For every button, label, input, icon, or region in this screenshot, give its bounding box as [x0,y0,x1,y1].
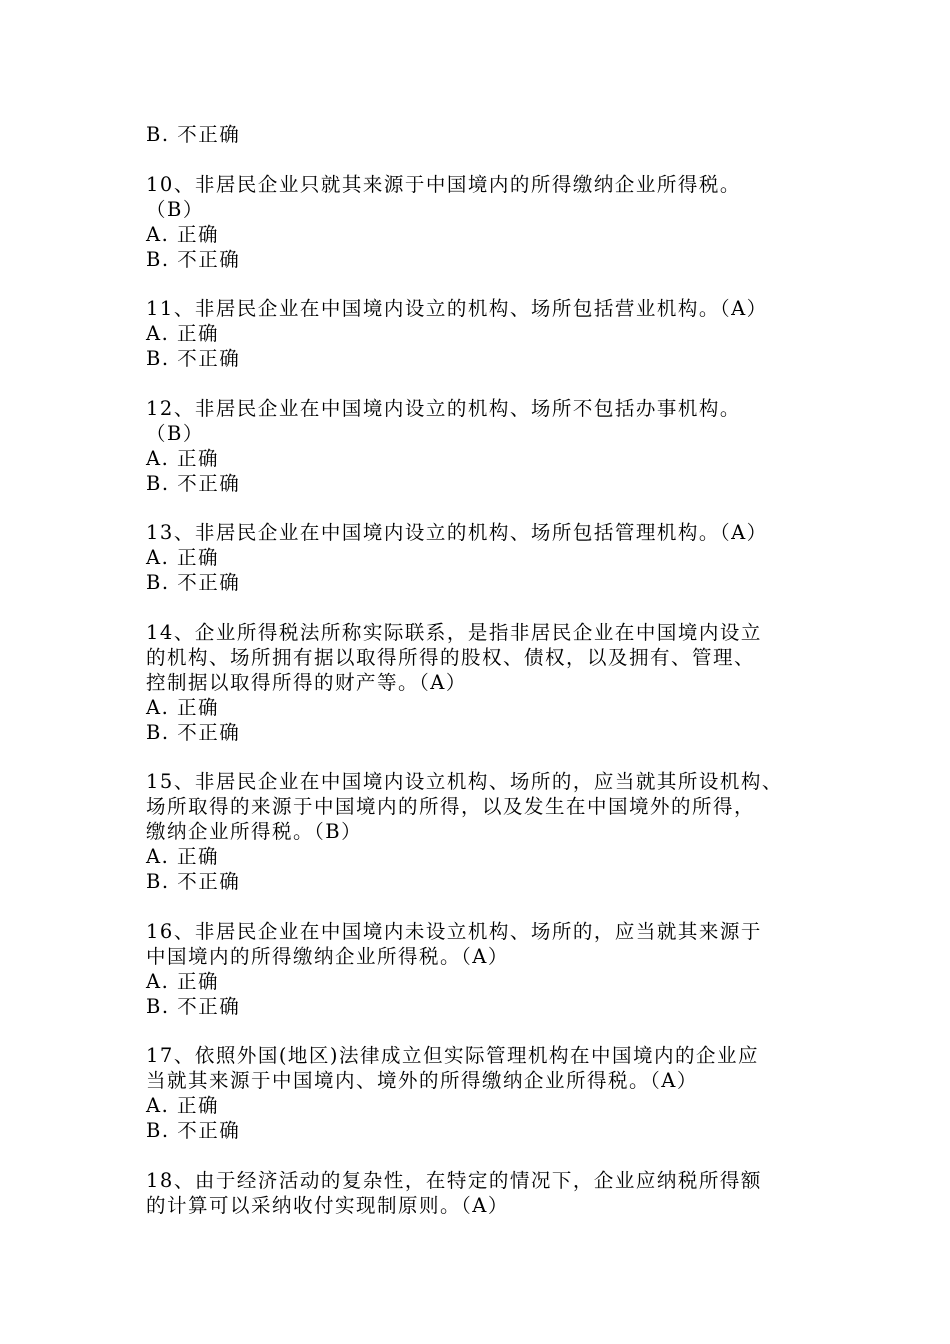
question-item [146,172,846,272]
option-b: B. 不正确 [146,571,241,594]
question-text: 10、非居民企业只就其来源于中国境内的所得缴纳企业所得税。 [146,172,741,196]
option-a: A. 正确 [146,1094,219,1117]
spacer [146,595,846,620]
spacer [146,1019,846,1044]
option-a: A. 正确 [146,222,219,246]
question-text: 16、非居民企业在中国境内未设立机构、场所的，应当就其来源于 [146,919,762,943]
option-a: A. 正确 [146,322,219,345]
option-b: B. 不正确 [146,247,241,271]
option-b: B. 不正确 [146,123,241,146]
option-a: A. 正确 [146,546,219,569]
question-item [146,396,846,496]
spacer [146,745,846,770]
option-b: B. 不正确 [146,870,241,893]
question-item [146,919,846,1019]
question-item [146,1168,846,1218]
question-text: 当就其来源于中国境内、境外的所得缴纳企业所得税。（A） [146,1069,698,1092]
question-text: 中国境内的所得缴纳企业所得税。（A） [146,944,509,968]
option-b: B. 不正确 [146,994,241,1018]
question-text: 的计算可以采纳收付实现制原则。（A） [146,1193,509,1217]
spacer [146,894,846,919]
option-a: A. 正确 [146,695,219,719]
spacer [146,272,846,297]
question-item [146,296,846,371]
question-text: 14、企业所得税法所称实际联系，是指非居民企业在中国境内设立 [146,620,762,644]
spacer [146,371,846,396]
option-a: A. 正确 [146,845,219,868]
spacer [146,147,846,172]
question-text: （B） [146,197,204,221]
question-text: 13、非居民企业在中国境内设立的机构、场所包括管理机构。（A） [146,521,768,544]
question-item [146,620,846,745]
spacer [146,1143,846,1168]
question-item [146,1043,846,1143]
question-text: 12、非居民企业在中国境内设立的机构、场所不包括办事机构。 [146,396,741,420]
question-text: 11、非居民企业在中国境内设立的机构、场所包括营业机构。（A） [146,297,768,320]
spacer [146,496,846,521]
question-text: 的机构、场所拥有据以取得所得的股权、债权，以及拥有、管理、 [146,645,756,669]
option-b: B. 不正确 [146,1119,241,1142]
question-text: 控制据以取得所得的财产等。（A） [146,670,467,694]
question-item [146,520,846,595]
question-text: 18、由于经济活动的复杂性，在特定的情况下，企业应纳税所得额 [146,1168,762,1192]
question-item [146,769,846,894]
option-a: A. 正确 [146,446,219,470]
option-a: A. 正确 [146,969,219,993]
question-text: 缴纳企业所得税。（B） [146,820,363,843]
option-b: B. 不正确 [146,471,241,495]
question-text: 场所取得的来源于中国境内的所得，以及发生在中国境外的所得， [146,795,756,818]
question-text: 17、依照外国(地区)法律成立但实际管理机构在中国境内的企业应 [146,1044,760,1067]
document-page [146,122,846,1218]
option-b: B. 不正确 [146,347,241,370]
option-b: B. 不正确 [146,720,241,744]
question-text: （B） [146,421,204,445]
question-text: 15、非居民企业在中国境内设立机构、场所的，应当就其所设机构、 [146,770,783,793]
